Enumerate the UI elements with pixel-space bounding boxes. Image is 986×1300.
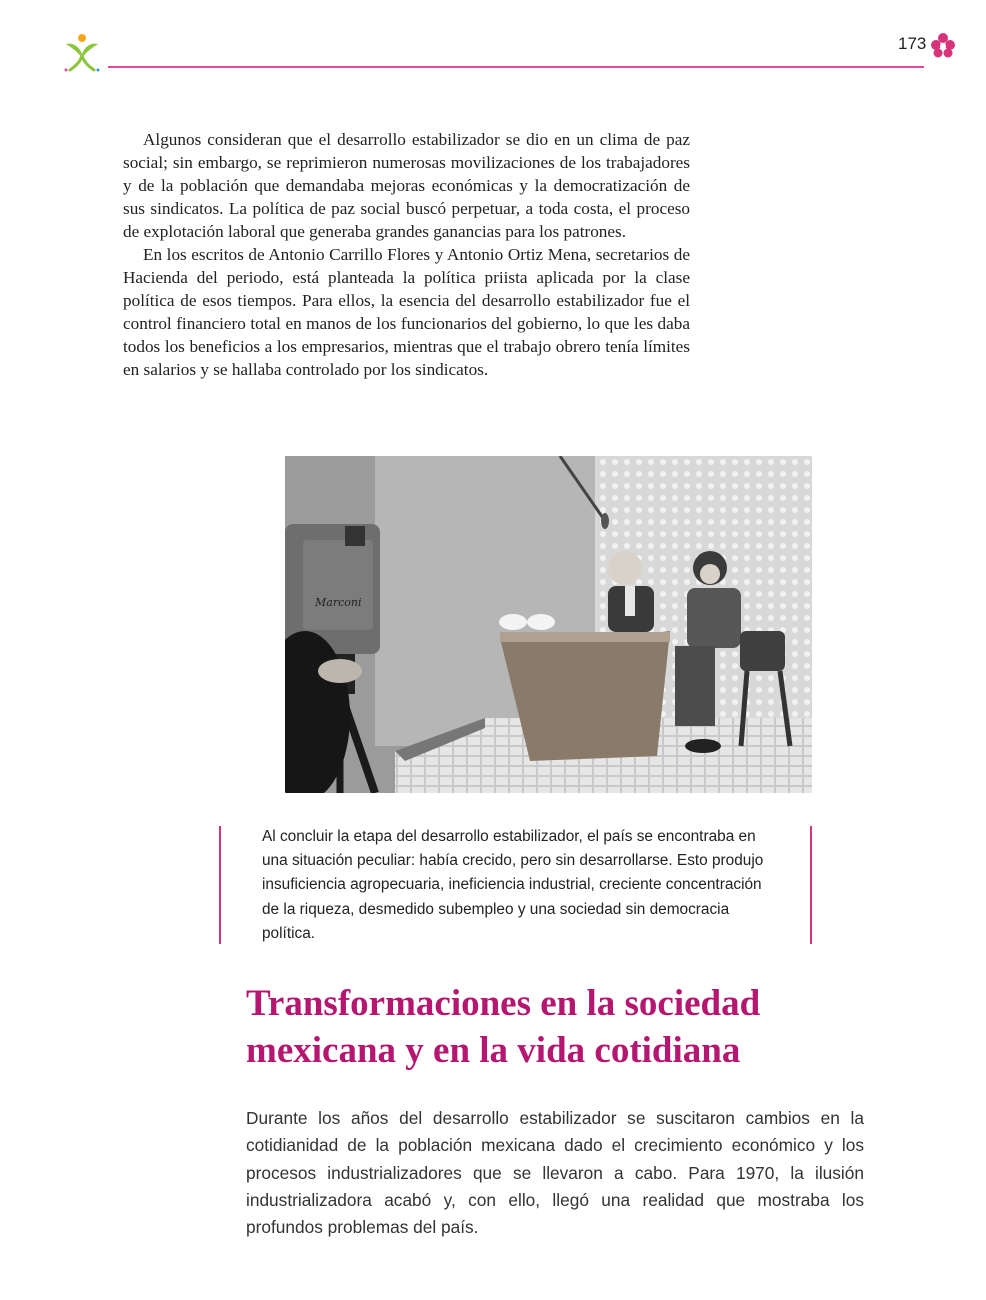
- caption-bar-right: [810, 826, 812, 944]
- header-rule: [108, 66, 924, 68]
- caption-text: Al concluir la etapa del desarrollo estabilizador, el país se encontraba en una situación peculiar: había crecido, pero sin desarrollarse. Esto produjo insuficiencia agropecuaria, ineficiencia industrial, creciente concentración de la riqueza, desmedido subempleo y una sociedad sin democracia política.: [262, 828, 764, 942]
- page-number: 173: [898, 34, 927, 53]
- body-text: [123, 128, 690, 381]
- body-paragraph-2: En los escritos de Antonio Carrillo Flores y Antonio Ortiz Mena, secretarios de Hacienda del periodo, está planteada la política priista aplicada por la clase política de esos tiempos. Para ellos, la esencia del desarrollo estabilizador fue el control financiero total en manos de los funcionarios del gobierno, lo que les daba todos los beneficios a los empresarios, mientras que el trabajo obrero tenía límites en salarios y se hallaba controlado por los sindicatos.: [123, 245, 690, 379]
- caption-bar-left: [219, 826, 221, 944]
- figure-logo-icon: [60, 30, 104, 74]
- section-title-line-1: Transformaciones en la sociedad: [246, 983, 761, 1024]
- photo-caption: [262, 825, 774, 946]
- section-title: [246, 980, 886, 1074]
- section-body: [246, 1105, 864, 1241]
- section-title-line-2: mexicana y en la vida cotidiana: [246, 1030, 741, 1071]
- body-paragraph-1: Algunos consideran que el desarrollo estabilizador se dio en un clima de paz social; sin embargo, se reprimieron numerosas movilizaciones de los trabajadores y de la población que demandaba mejoras económicas y la democratización de sus sindicatos. La política de paz social buscó perpetuar, a toda costa, el proceso de explotación laboral que generaba grandes ganancias para los patrones.: [123, 130, 690, 241]
- camera-label: Marconi: [315, 596, 362, 609]
- flower-logo-icon: [928, 30, 958, 60]
- tv-studio-photo: [285, 456, 812, 793]
- section-paragraph: Durante los años del desarrollo estabilizador se suscitaron cambios en la cotidianidad de la población mexicana dado el crecimiento económico y los procesos industrializadores que se llevaron a cabo. Para 1970, la ilusión industrializadora acabó y, con ello, llegó una realidad que mostraba los profundos problemas del país.: [246, 1108, 864, 1238]
